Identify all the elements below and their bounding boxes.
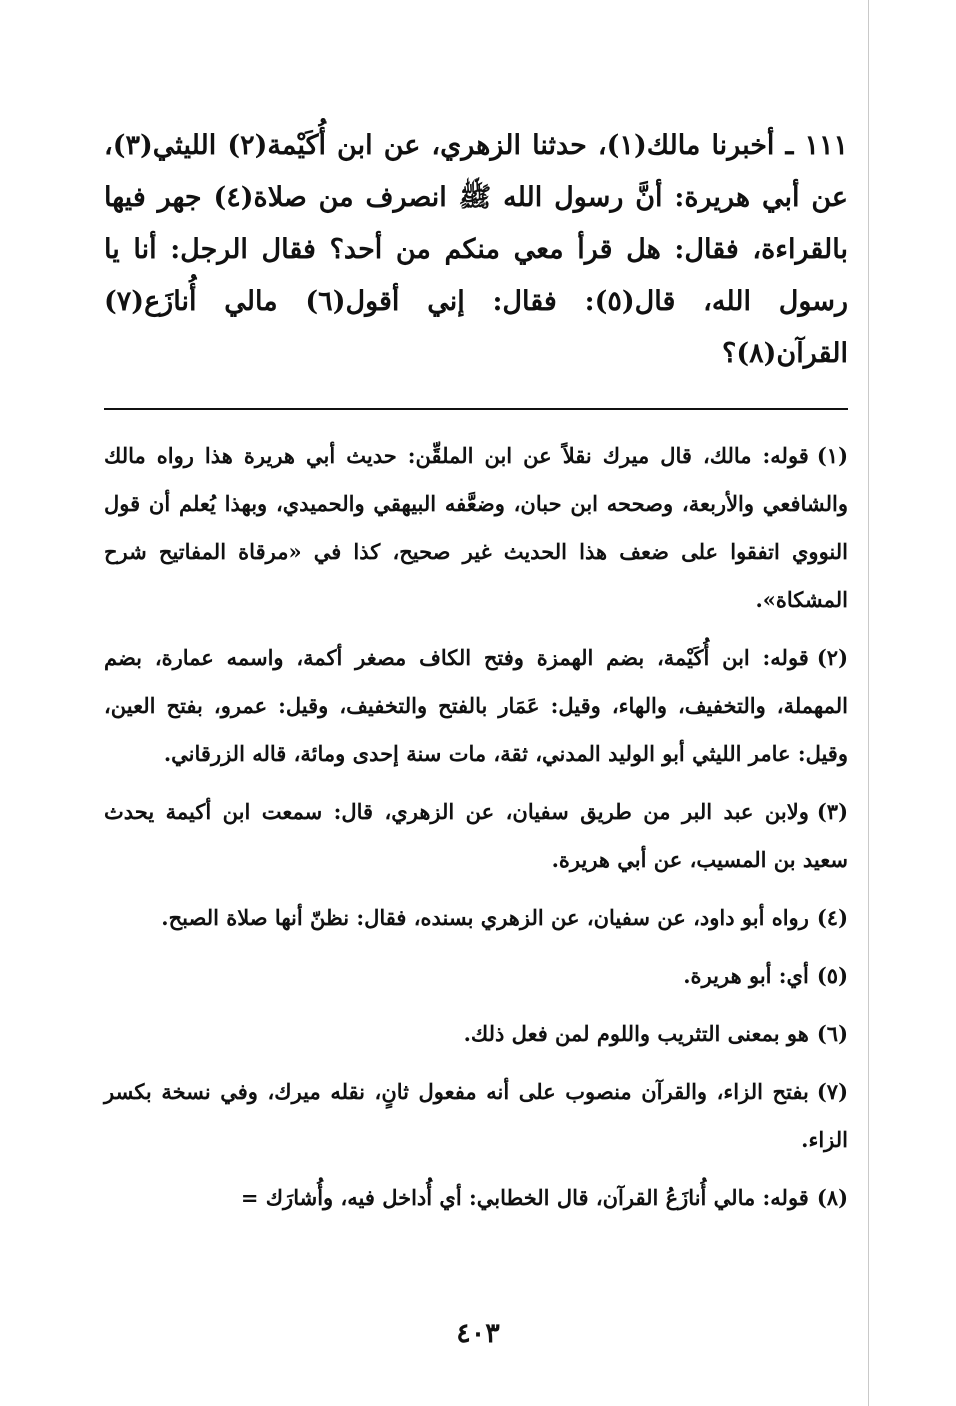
footnote-number: (٥) bbox=[816, 963, 848, 988]
footnote-1 bbox=[104, 432, 848, 624]
footnote-number: (٦) bbox=[816, 1021, 848, 1046]
footnote-text: بفتح الزاء، والقرآن منصوب على أنه مفعول ثانٍ، نقله ميرك، وفي نسخة بكسر الزاء. bbox=[104, 1079, 848, 1152]
footnote-number: (٨) bbox=[816, 1185, 848, 1210]
footnote-text: قوله: مالي أُنازَعُ القرآن، قال الخطابي: أي أُداخل فيه، وأُشارَك = bbox=[240, 1185, 809, 1210]
footnote-text: قوله: مالك، قال ميرك نقلاً عن ابن الملقِّن: حديث أبي هريرة هذا رواه مالك والشافعي والأربعة، وصححه ابن حبان، وضعَّفه البيهقي والحميدي، وبهذا يُعلم أن قول النووي اتفقوا على ضعف هذا الحديث غير صحيح، كذا في «مرقاة المفاتيح شرح المشكاة». bbox=[104, 443, 848, 612]
footnote-separator bbox=[104, 408, 848, 410]
footnotes bbox=[104, 432, 848, 1222]
footnote-5 bbox=[104, 952, 848, 1000]
footnote-8 bbox=[104, 1174, 848, 1222]
footnote-7 bbox=[104, 1068, 848, 1164]
footnote-number: (٢) bbox=[816, 645, 848, 670]
page-number: ٤٠٣ bbox=[456, 1318, 500, 1349]
footnote-4 bbox=[104, 894, 848, 942]
footnote-2 bbox=[104, 634, 848, 778]
footnote-text: قوله: ابن أُكَيْمة، بضم الهمزة وفتح الكاف مصغر أكمة، واسمه عمارة، بضم المهملة، والتخفيف، والهاء، وقيل: عَمَار بالفتح والتخفيف، وقيل: عمرو، بفتح العين، وقيل: عامر الليثي أبو الوليد المدني، ثقة، مات سنة إحدى ومائة، قاله الزرقاني. bbox=[104, 645, 848, 766]
page-body bbox=[104, 120, 848, 1232]
hadith-text: ١١١ ـ أخبرنا مالك(١)، حدثنا الزهري، عن ابن أُكَيْمة(٢) الليثي(٣)، عن أبي هريرة: أنَّ رسول الله ﷺ انصرف من صلاة(٤) جهر فيها بالقراءة، فقال: هل قرأ معي منكم من أحد؟ فقال الرجل: أنا يا رسول الله، قال(٥): فقال: إني أقول(٦) مالي أُنازَع(٧) القرآن(٨)؟ bbox=[104, 130, 848, 369]
footnote-number: (٣) bbox=[816, 799, 848, 824]
footnote-text: رواه أبو داود، عن سفيان، عن الزهري بسنده، فقال: نظنّ أنها صلاة الصبح. bbox=[161, 905, 809, 930]
hadith-text-block bbox=[104, 120, 848, 380]
footnote-number: (٤) bbox=[816, 905, 848, 930]
footnote-text: أي: أبو هريرة. bbox=[683, 963, 809, 988]
footnote-number: (١) bbox=[816, 443, 848, 468]
footnote-text: هو بمعنى التثريب واللوم لمن فعل ذلك. bbox=[463, 1021, 809, 1046]
footnote-6 bbox=[104, 1010, 848, 1058]
footnote-number: (٧) bbox=[816, 1079, 848, 1104]
footnote-text: ولابن عبد البر من طريق سفيان، عن الزهري، قال: سمعت ابن أكيمة يحدث سعيد بن المسيب، عن أبي هريرة. bbox=[104, 799, 848, 872]
footnote-3 bbox=[104, 788, 848, 884]
page-edge-line bbox=[868, 0, 869, 1406]
